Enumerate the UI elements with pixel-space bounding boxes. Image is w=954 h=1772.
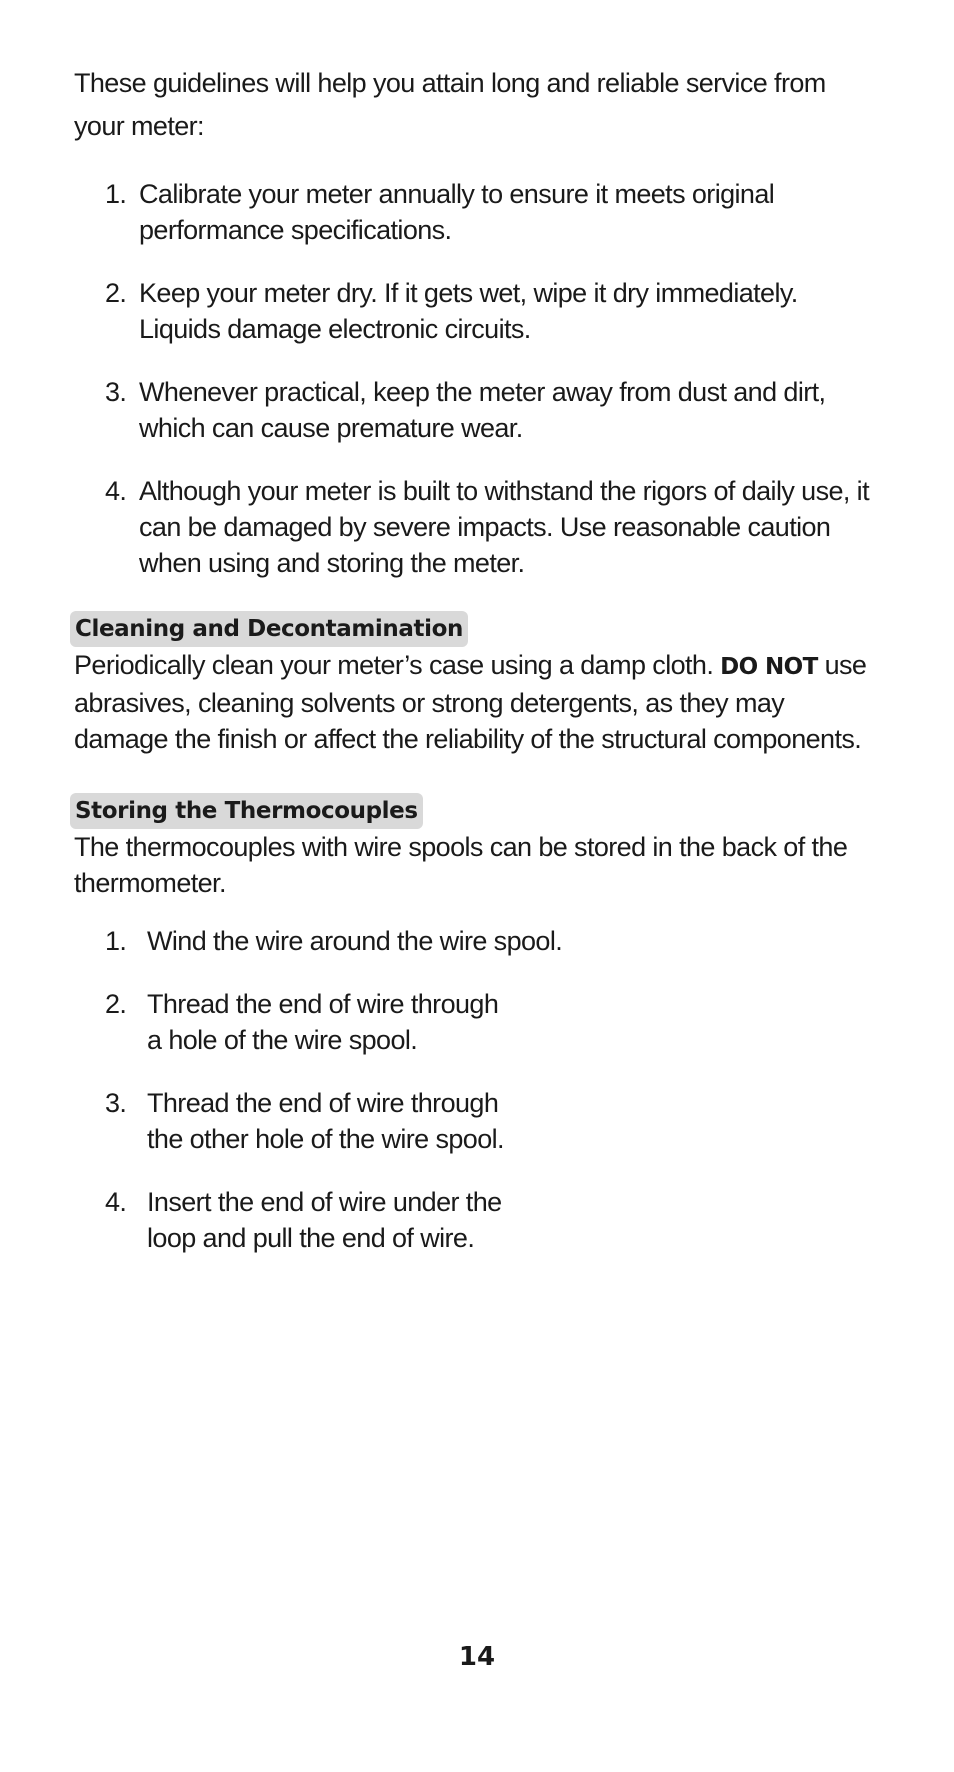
storing-heading: Storing the Thermocouples (70, 793, 423, 829)
list-item-line: Thread the end of wire through (147, 989, 499, 1019)
page-content (74, 62, 894, 1256)
list-item-number: 1. (105, 926, 127, 956)
list-item-line: Wind the wire around the wire spool. (147, 926, 563, 956)
cleaning-text-after: use abrasives, cleaning solvents or strong detergents, as they may damage the finish or affect the reliability of the structural components. (74, 650, 867, 754)
care-guidelines-list (74, 176, 874, 581)
storing-intro: The thermocouples with wire spools can be stored in the back of the thermometer. (74, 832, 848, 898)
cleaning-section (74, 611, 894, 757)
list-item (74, 1184, 674, 1256)
list-item (74, 473, 874, 581)
list-item (74, 1085, 674, 1157)
cleaning-paragraph (74, 647, 874, 757)
list-item (74, 923, 674, 959)
list-item-number: 3. (105, 1088, 127, 1118)
page-number: 14 (458, 1642, 496, 1672)
list-item-line: a hole of the wire spool. (147, 1025, 418, 1055)
list-item (74, 986, 674, 1058)
list-item-text: Keep your meter dry. If it gets wet, wipe it dry immediately. Liquids damage electronic circuits. (139, 278, 798, 344)
storing-steps-list (74, 923, 674, 1256)
list-item (74, 275, 874, 347)
list-item-text: Calibrate your meter annually to ensure it meets original performance specifications. (139, 179, 775, 245)
list-item-line: Insert the end of wire under the (147, 1187, 502, 1217)
list-item (74, 374, 874, 446)
list-item-number: 3. (105, 377, 127, 407)
storing-section (74, 793, 894, 1256)
list-item-number: 4. (105, 1187, 127, 1217)
list-item-line: loop and pull the end of wire. (147, 1223, 475, 1253)
do-not-emphasis: DO NOT (720, 654, 818, 680)
list-item (74, 176, 874, 248)
list-item-number: 2. (105, 278, 127, 308)
list-item-line: Thread the end of wire through (147, 1088, 499, 1118)
list-item-number: 2. (105, 989, 127, 1019)
cleaning-heading: Cleaning and Decontamination (70, 611, 468, 647)
list-item-number: 4. (105, 476, 127, 506)
cleaning-text-before: Periodically clean your meter’s case using a damp cloth. (74, 650, 714, 680)
list-item-line: the other hole of the wire spool. (147, 1124, 504, 1154)
intro-paragraph: These guidelines will help you attain long and reliable service from your meter: (74, 68, 826, 141)
list-item-text: Whenever practical, keep the meter away from dust and dirt, which can cause premature wear. (139, 377, 826, 443)
list-item-text: Although your meter is built to withstand the rigors of daily use, it can be damaged by severe impacts. Use reasonable caution when using and storing the meter. (139, 476, 869, 578)
list-item-number: 1. (105, 179, 127, 209)
